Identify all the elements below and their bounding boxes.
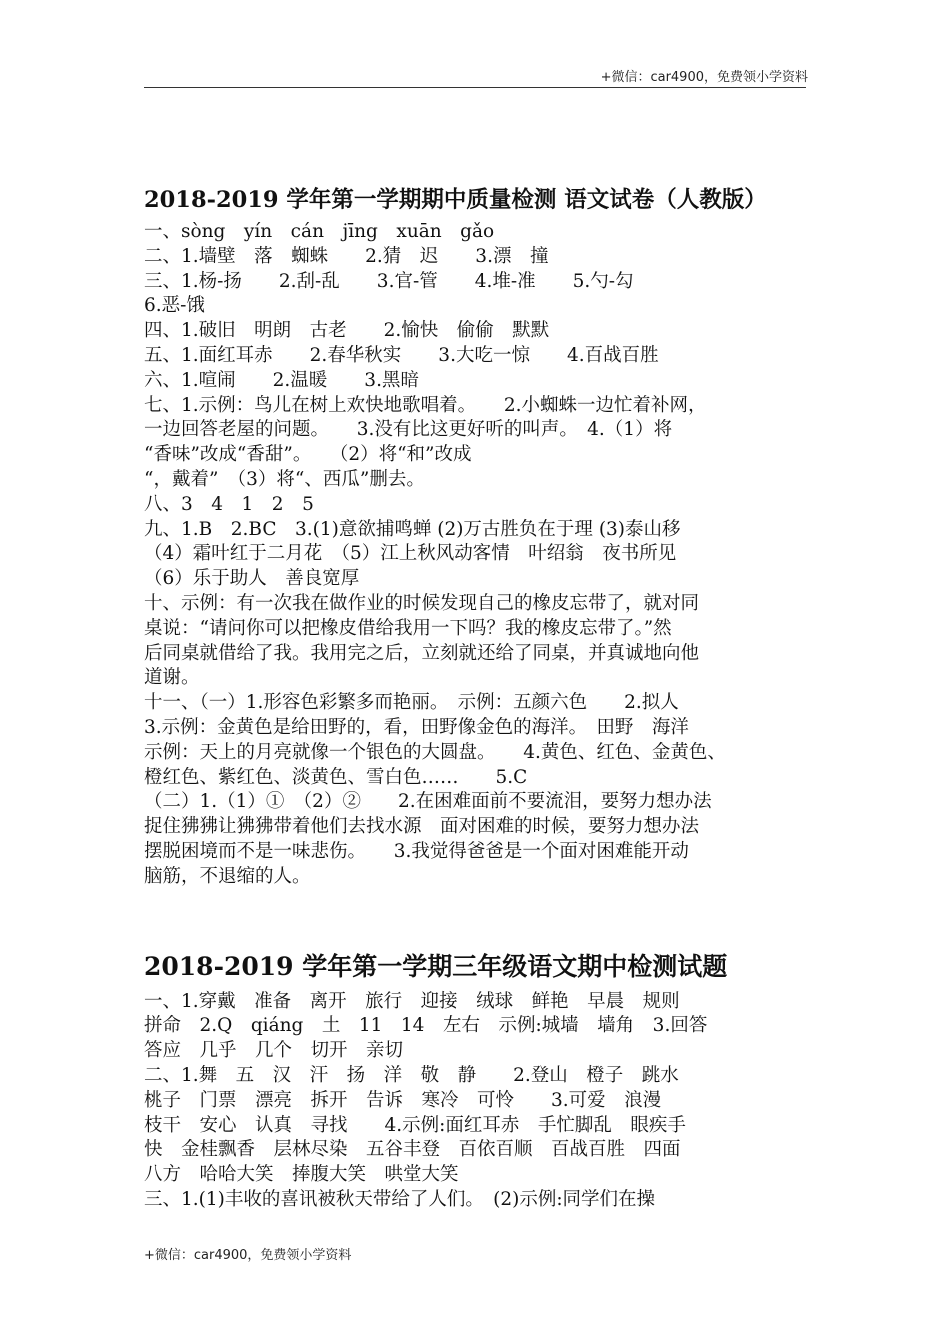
answer-line: 二、1.墙壁 落 蜘蛛 2.猜 迟 3.漂 撞 <box>144 245 549 267</box>
answer-line: 捉住狒狒让狒狒带着他们去找水源 面对困难的时候，要努力想办法 <box>144 816 700 838</box>
answer-line: 快 金桂飘香 层林尽染 五谷丰登 百依百顺 百战百胜 四面 <box>144 1139 681 1161</box>
answer-line: 道谢。 <box>144 667 200 689</box>
answer-line: 十一、（一）1.形容色彩繁多而艳丽。 示例：五颜六色 2.拟人 <box>144 692 679 714</box>
answer-line: （二）1.（1）① （2）② 2.在困难面前不要流泪，要努力想办法 <box>144 791 712 813</box>
section-1-answers <box>144 220 816 890</box>
answer-line: 八方 哈哈大笑 捧腹大笑 哄堂大笑 <box>144 1164 459 1186</box>
answer-line: 后同桌就借给了我。我用完之后，立刻就还给了同桌，并真诚地向他 <box>144 642 700 664</box>
answer-line: （6）乐于助人 善良宽厚 <box>144 568 360 590</box>
header-watermark-text: +微信：car4900，免费领小学资料 <box>600 70 808 85</box>
answer-line: 桃子 门票 漂亮 拆开 告诉 寒冷 可怜 3.可爱 浪漫 <box>144 1089 662 1111</box>
answer-line: 拼命 2.Q qiáng 土 11 14 左右 示例:城墙 墙角 3.回答 <box>144 1015 708 1037</box>
answer-line: “香味”改成“香甜”。 （2）将“和”改成 <box>144 444 472 466</box>
answer-line: 脑筋，不退缩的人。 <box>144 865 311 887</box>
section-2-answers <box>144 990 816 1213</box>
answer-line: （4）霜叶红于二月花 （5）江上秋风动客情 叶绍翁 夜书所见 <box>144 543 677 565</box>
answer-line: 桌说：“请问你可以把橡皮借给我用一下吗？我的橡皮忘带了。”然 <box>144 617 672 639</box>
answer-line: 摆脱困境而不是一味悲伤。 3.我觉得爸爸是一个面对困难能开动 <box>144 840 689 862</box>
header-divider <box>144 87 806 88</box>
answer-line: 五、1.面红耳赤 2.春华秋实 3.大吃一惊 4.百战百胜 <box>144 344 659 366</box>
section-2-title: 2018-2019 学年第一学期三年级语文期中检测试题 <box>144 951 728 981</box>
answer-line: 十、示例：有一次我在做作业的时候发现自己的橡皮忘带了，就对同 <box>144 592 700 614</box>
answer-line: 七、1.示例：鸟儿在树上欢快地歌唱着。 2.小蜘蛛一边忙着补网， <box>144 394 707 416</box>
answer-line: 枝干 安心 认真 寻找 4.示例:面红耳赤 手忙脚乱 眼疾手 <box>144 1114 686 1136</box>
answer-line: 二、1.舞 五 汉 汗 扬 洋 敬 静 2.登山 橙子 跳水 <box>144 1064 679 1086</box>
answer-line: 三、1.(1)丰收的喜讯被秋天带给了人们。 (2)示例:同学们在操 <box>144 1188 656 1210</box>
answer-line: “，戴着” （3）将“、西瓜”删去。 <box>144 468 425 490</box>
document-body <box>144 180 816 1213</box>
answer-line: 示例：天上的月亮就像一个银色的大圆盘。 4.黄色、红色、金黄色、 <box>144 741 726 763</box>
answer-line: 四、1.破旧 明朗 古老 2.愉快 偷偷 默默 <box>144 320 550 342</box>
footer-watermark-text: +微信：car4900，免费领小学资料 <box>144 1248 352 1263</box>
answer-line: 答应 几乎 几个 切开 亲切 <box>144 1040 404 1062</box>
answer-line: 6.恶-饿 <box>144 295 205 317</box>
answer-line: 一边回答老屋的问题。 3.没有比这更好听的叫声。 4.（1）将 <box>144 419 673 441</box>
answer-line: 六、1.喧闹 2.温暖 3.黑暗 <box>144 369 419 391</box>
answer-line: 八、3 4 1 2 5 <box>144 493 314 515</box>
answer-line: 橙红色、紫红色、淡黄色、雪白色…… 5.C <box>144 766 528 788</box>
section-1-title: 2018-2019 学年第一学期期中质量检测 语文试卷（人教版） <box>144 187 767 213</box>
answer-line: 九、1.B 2.BC 3.(1)意欲捕鸣蝉 (2)万古胜负在于理 (3)泰山移 <box>144 518 681 540</box>
answer-line: 一、sòng yín cán jīng xuān gǎo <box>144 221 495 242</box>
answer-line: 三、1.杨-扬 2.刮-乱 3.官-管 4.堆-准 5.勺-勾 <box>144 270 634 292</box>
answer-line: 3.示例：金黄色是给田野的，看，田野像金色的海洋。 田野 海洋 <box>144 716 689 738</box>
answer-line: 一、1.穿戴 准备 离开 旅行 迎接 绒球 鲜艳 早晨 规则 <box>144 990 680 1012</box>
